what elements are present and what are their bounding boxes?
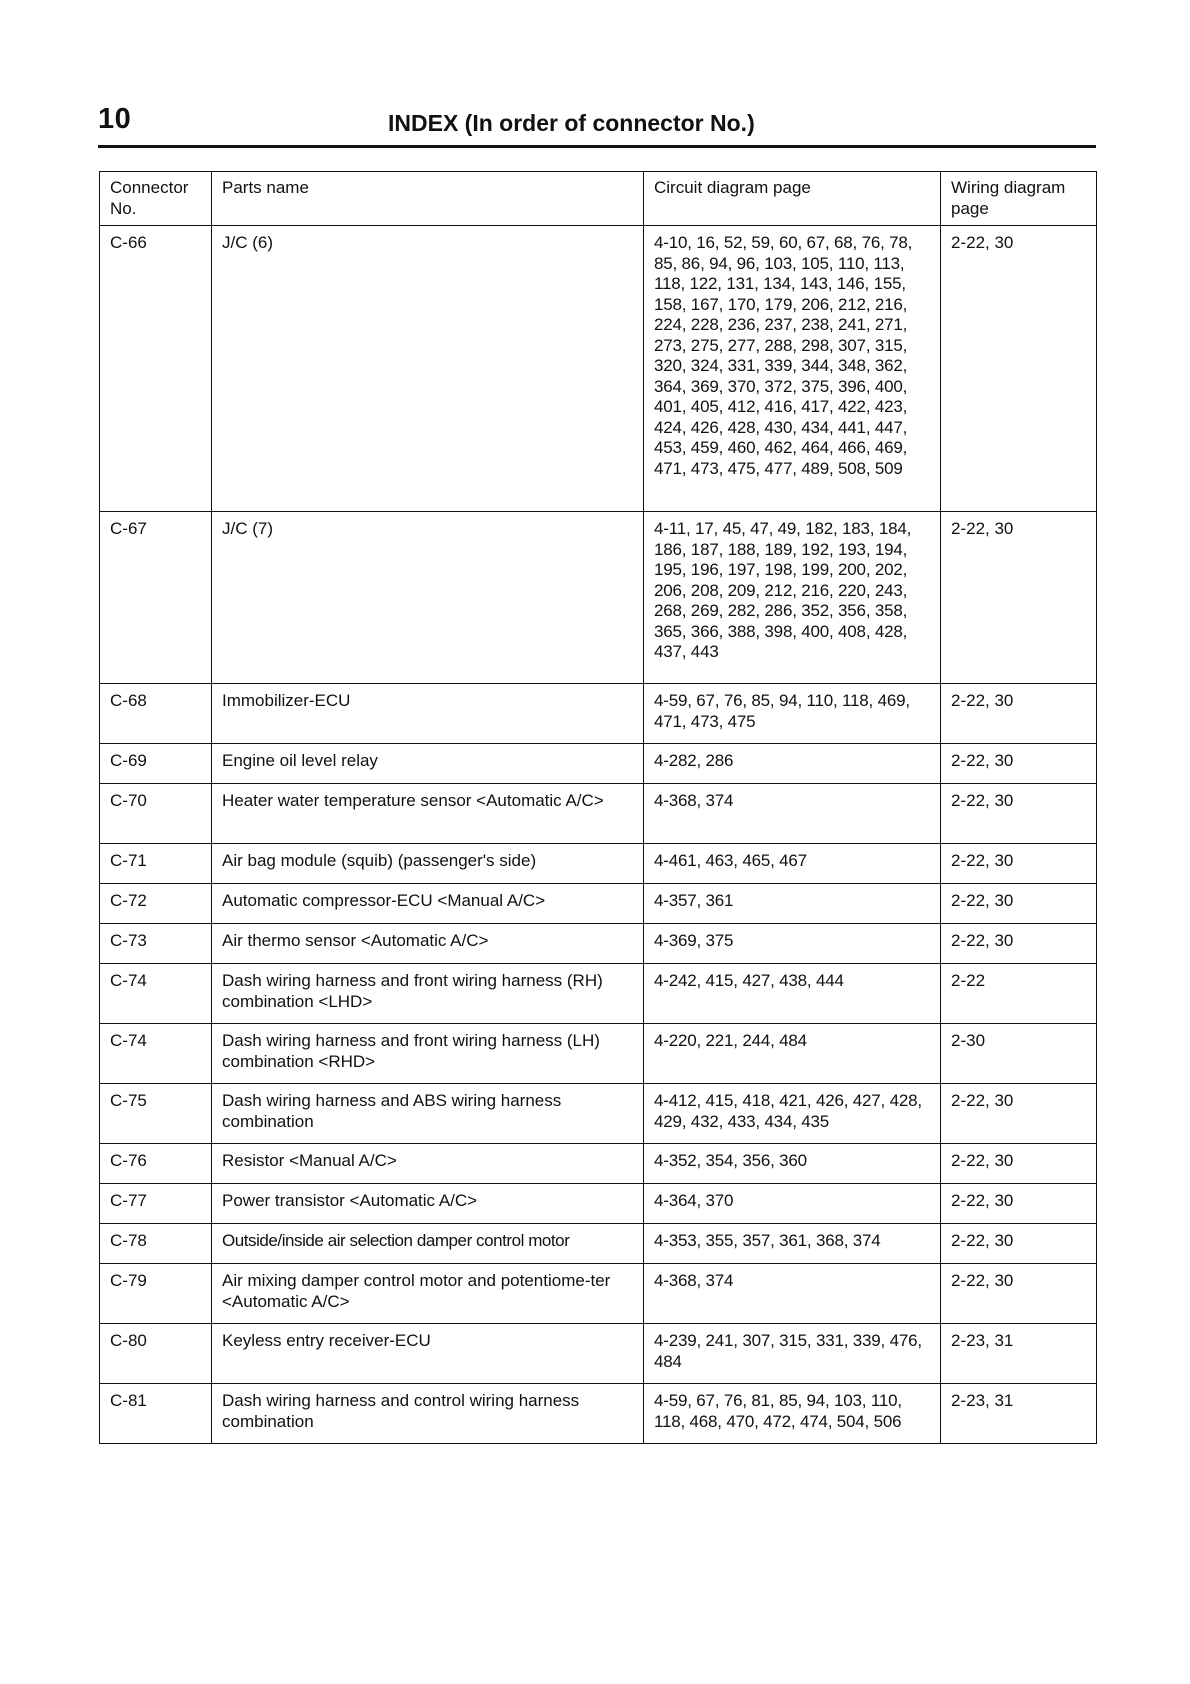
connector-no: C-69 [100, 744, 212, 784]
parts-name: Resistor <Manual A/C> [212, 1144, 644, 1184]
table-row [100, 684, 1097, 744]
connector-no: C-75 [100, 1084, 212, 1144]
table-row [100, 1084, 1097, 1144]
connector-no: C-72 [100, 884, 212, 924]
wiring-pages: 2-23, 31 [941, 1324, 1097, 1384]
circuit-pages: 4-11, 17, 45, 47, 49, 182, 183, 184, 186, 187, 188, 189, 192, 193, 194, 195, 196, 197, 198, 199, 200, 202, 206, 208, 209, 212, 216, 220, 243, 268, 269, 282, 286, 352, 356, 358, 365, 366, 388, 398, 400, 408, 428, 437, 443 [644, 512, 941, 684]
connector-no: C-78 [100, 1224, 212, 1264]
parts-name: Air mixing damper control motor and potentiome-ter <Automatic A/C> [212, 1264, 644, 1324]
wiring-pages: 2-22, 30 [941, 1224, 1097, 1264]
connector-no: C-74 [100, 964, 212, 1024]
wiring-pages: 2-23, 31 [941, 1384, 1097, 1444]
header-parts-name: Parts name [212, 172, 644, 226]
wiring-pages: 2-22, 30 [941, 684, 1097, 744]
table-row [100, 226, 1097, 512]
connector-index-table [99, 171, 1097, 1444]
parts-name: Dash wiring harness and front wiring harness (RH) combination <LHD> [212, 964, 644, 1024]
page-title: INDEX (In order of connector No.) [388, 110, 755, 136]
wiring-pages: 2-22, 30 [941, 924, 1097, 964]
page-number: 10 [98, 103, 132, 135]
table-row [100, 844, 1097, 884]
parts-name: Dash wiring harness and front wiring harness (LH) combination <RHD> [212, 1024, 644, 1084]
wiring-pages: 2-22, 30 [941, 1264, 1097, 1324]
parts-name: Heater water temperature sensor <Automatic A/C> [212, 784, 644, 844]
table-row [100, 1144, 1097, 1184]
table-row [100, 964, 1097, 1024]
circuit-pages: 4-353, 355, 357, 361, 368, 374 [644, 1224, 941, 1264]
parts-name: J/C (6) [212, 226, 644, 512]
wiring-pages: 2-22, 30 [941, 744, 1097, 784]
parts-name: Dash wiring harness and control wiring harness combination [212, 1384, 644, 1444]
connector-no: C-68 [100, 684, 212, 744]
table-row [100, 1224, 1097, 1264]
parts-name: J/C (7) [212, 512, 644, 684]
wiring-pages: 2-22, 30 [941, 512, 1097, 684]
circuit-pages: 4-364, 370 [644, 1184, 941, 1224]
wiring-pages: 2-22 [941, 964, 1097, 1024]
table-row [100, 1384, 1097, 1444]
circuit-pages: 4-220, 221, 244, 484 [644, 1024, 941, 1084]
circuit-pages: 4-10, 16, 52, 59, 60, 67, 68, 76, 78, 85, 86, 94, 96, 103, 105, 110, 113, 118, 122, 131, 134, 143, 146, 155, 158, 167, 170, 179, 206, 212, 216, 224, 228, 236, 237, 238, 241, 271, 273, 275, 277, 288, 298, 307, 315, 320, 324, 331, 339, 344, 348, 362, 364, 369, 370, 372, 375, 396, 400, 401, 405, 412, 416, 417, 422, 423, 424, 426, 428, 430, 434, 441, 447, 453, 459, 460, 462, 464, 466, 469, 471, 473, 475, 477, 489, 508, 509 [644, 226, 941, 512]
header-circuit-diagram-page: Circuit diagram page [644, 172, 941, 226]
wiring-pages: 2-22, 30 [941, 226, 1097, 512]
connector-no: C-77 [100, 1184, 212, 1224]
table-row [100, 884, 1097, 924]
circuit-pages: 4-59, 67, 76, 85, 94, 110, 118, 469, 471, 473, 475 [644, 684, 941, 744]
page-header [98, 103, 1095, 145]
header-connector-no: Connector No. [100, 172, 212, 226]
table-row [100, 744, 1097, 784]
table-row [100, 784, 1097, 844]
parts-name: Engine oil level relay [212, 744, 644, 784]
connector-no: C-71 [100, 844, 212, 884]
circuit-pages: 4-239, 241, 307, 315, 331, 339, 476, 484 [644, 1324, 941, 1384]
parts-name: Power transistor <Automatic A/C> [212, 1184, 644, 1224]
parts-name: Keyless entry receiver-ECU [212, 1324, 644, 1384]
connector-no: C-66 [100, 226, 212, 512]
table-row [100, 1024, 1097, 1084]
wiring-pages: 2-22, 30 [941, 1144, 1097, 1184]
circuit-pages: 4-352, 354, 356, 360 [644, 1144, 941, 1184]
circuit-pages: 4-412, 415, 418, 421, 426, 427, 428, 429, 432, 433, 434, 435 [644, 1084, 941, 1144]
connector-no: C-70 [100, 784, 212, 844]
circuit-pages: 4-368, 374 [644, 1264, 941, 1324]
circuit-pages: 4-461, 463, 465, 467 [644, 844, 941, 884]
wiring-pages: 2-30 [941, 1024, 1097, 1084]
circuit-pages: 4-368, 374 [644, 784, 941, 844]
circuit-pages: 4-59, 67, 76, 81, 85, 94, 103, 110, 118, 468, 470, 472, 474, 504, 506 [644, 1384, 941, 1444]
circuit-pages: 4-369, 375 [644, 924, 941, 964]
circuit-pages: 4-357, 361 [644, 884, 941, 924]
connector-no: C-80 [100, 1324, 212, 1384]
connector-no: C-76 [100, 1144, 212, 1184]
header-wiring-diagram-page: Wiring diagram page [941, 172, 1097, 226]
connector-no: C-67 [100, 512, 212, 684]
parts-name: Outside/inside air selection damper control motor [212, 1224, 644, 1264]
circuit-pages: 4-242, 415, 427, 438, 444 [644, 964, 941, 1024]
connector-no: C-74 [100, 1024, 212, 1084]
parts-name: Air bag module (squib) (passenger's side) [212, 844, 644, 884]
parts-name: Immobilizer-ECU [212, 684, 644, 744]
table-row [100, 924, 1097, 964]
parts-name: Automatic compressor-ECU <Manual A/C> [212, 884, 644, 924]
table-row [100, 1264, 1097, 1324]
table-row [100, 1184, 1097, 1224]
table-row [100, 1324, 1097, 1384]
wiring-pages: 2-22, 30 [941, 784, 1097, 844]
connector-no: C-73 [100, 924, 212, 964]
wiring-pages: 2-22, 30 [941, 844, 1097, 884]
wiring-pages: 2-22, 30 [941, 884, 1097, 924]
parts-name: Air thermo sensor <Automatic A/C> [212, 924, 644, 964]
table-row [100, 512, 1097, 684]
connector-no: C-81 [100, 1384, 212, 1444]
table-header-row [100, 172, 1097, 226]
circuit-pages: 4-282, 286 [644, 744, 941, 784]
wiring-pages: 2-22, 30 [941, 1084, 1097, 1144]
header-rule [98, 145, 1096, 148]
parts-name: Dash wiring harness and ABS wiring harness combination [212, 1084, 644, 1144]
connector-no: C-79 [100, 1264, 212, 1324]
wiring-pages: 2-22, 30 [941, 1184, 1097, 1224]
